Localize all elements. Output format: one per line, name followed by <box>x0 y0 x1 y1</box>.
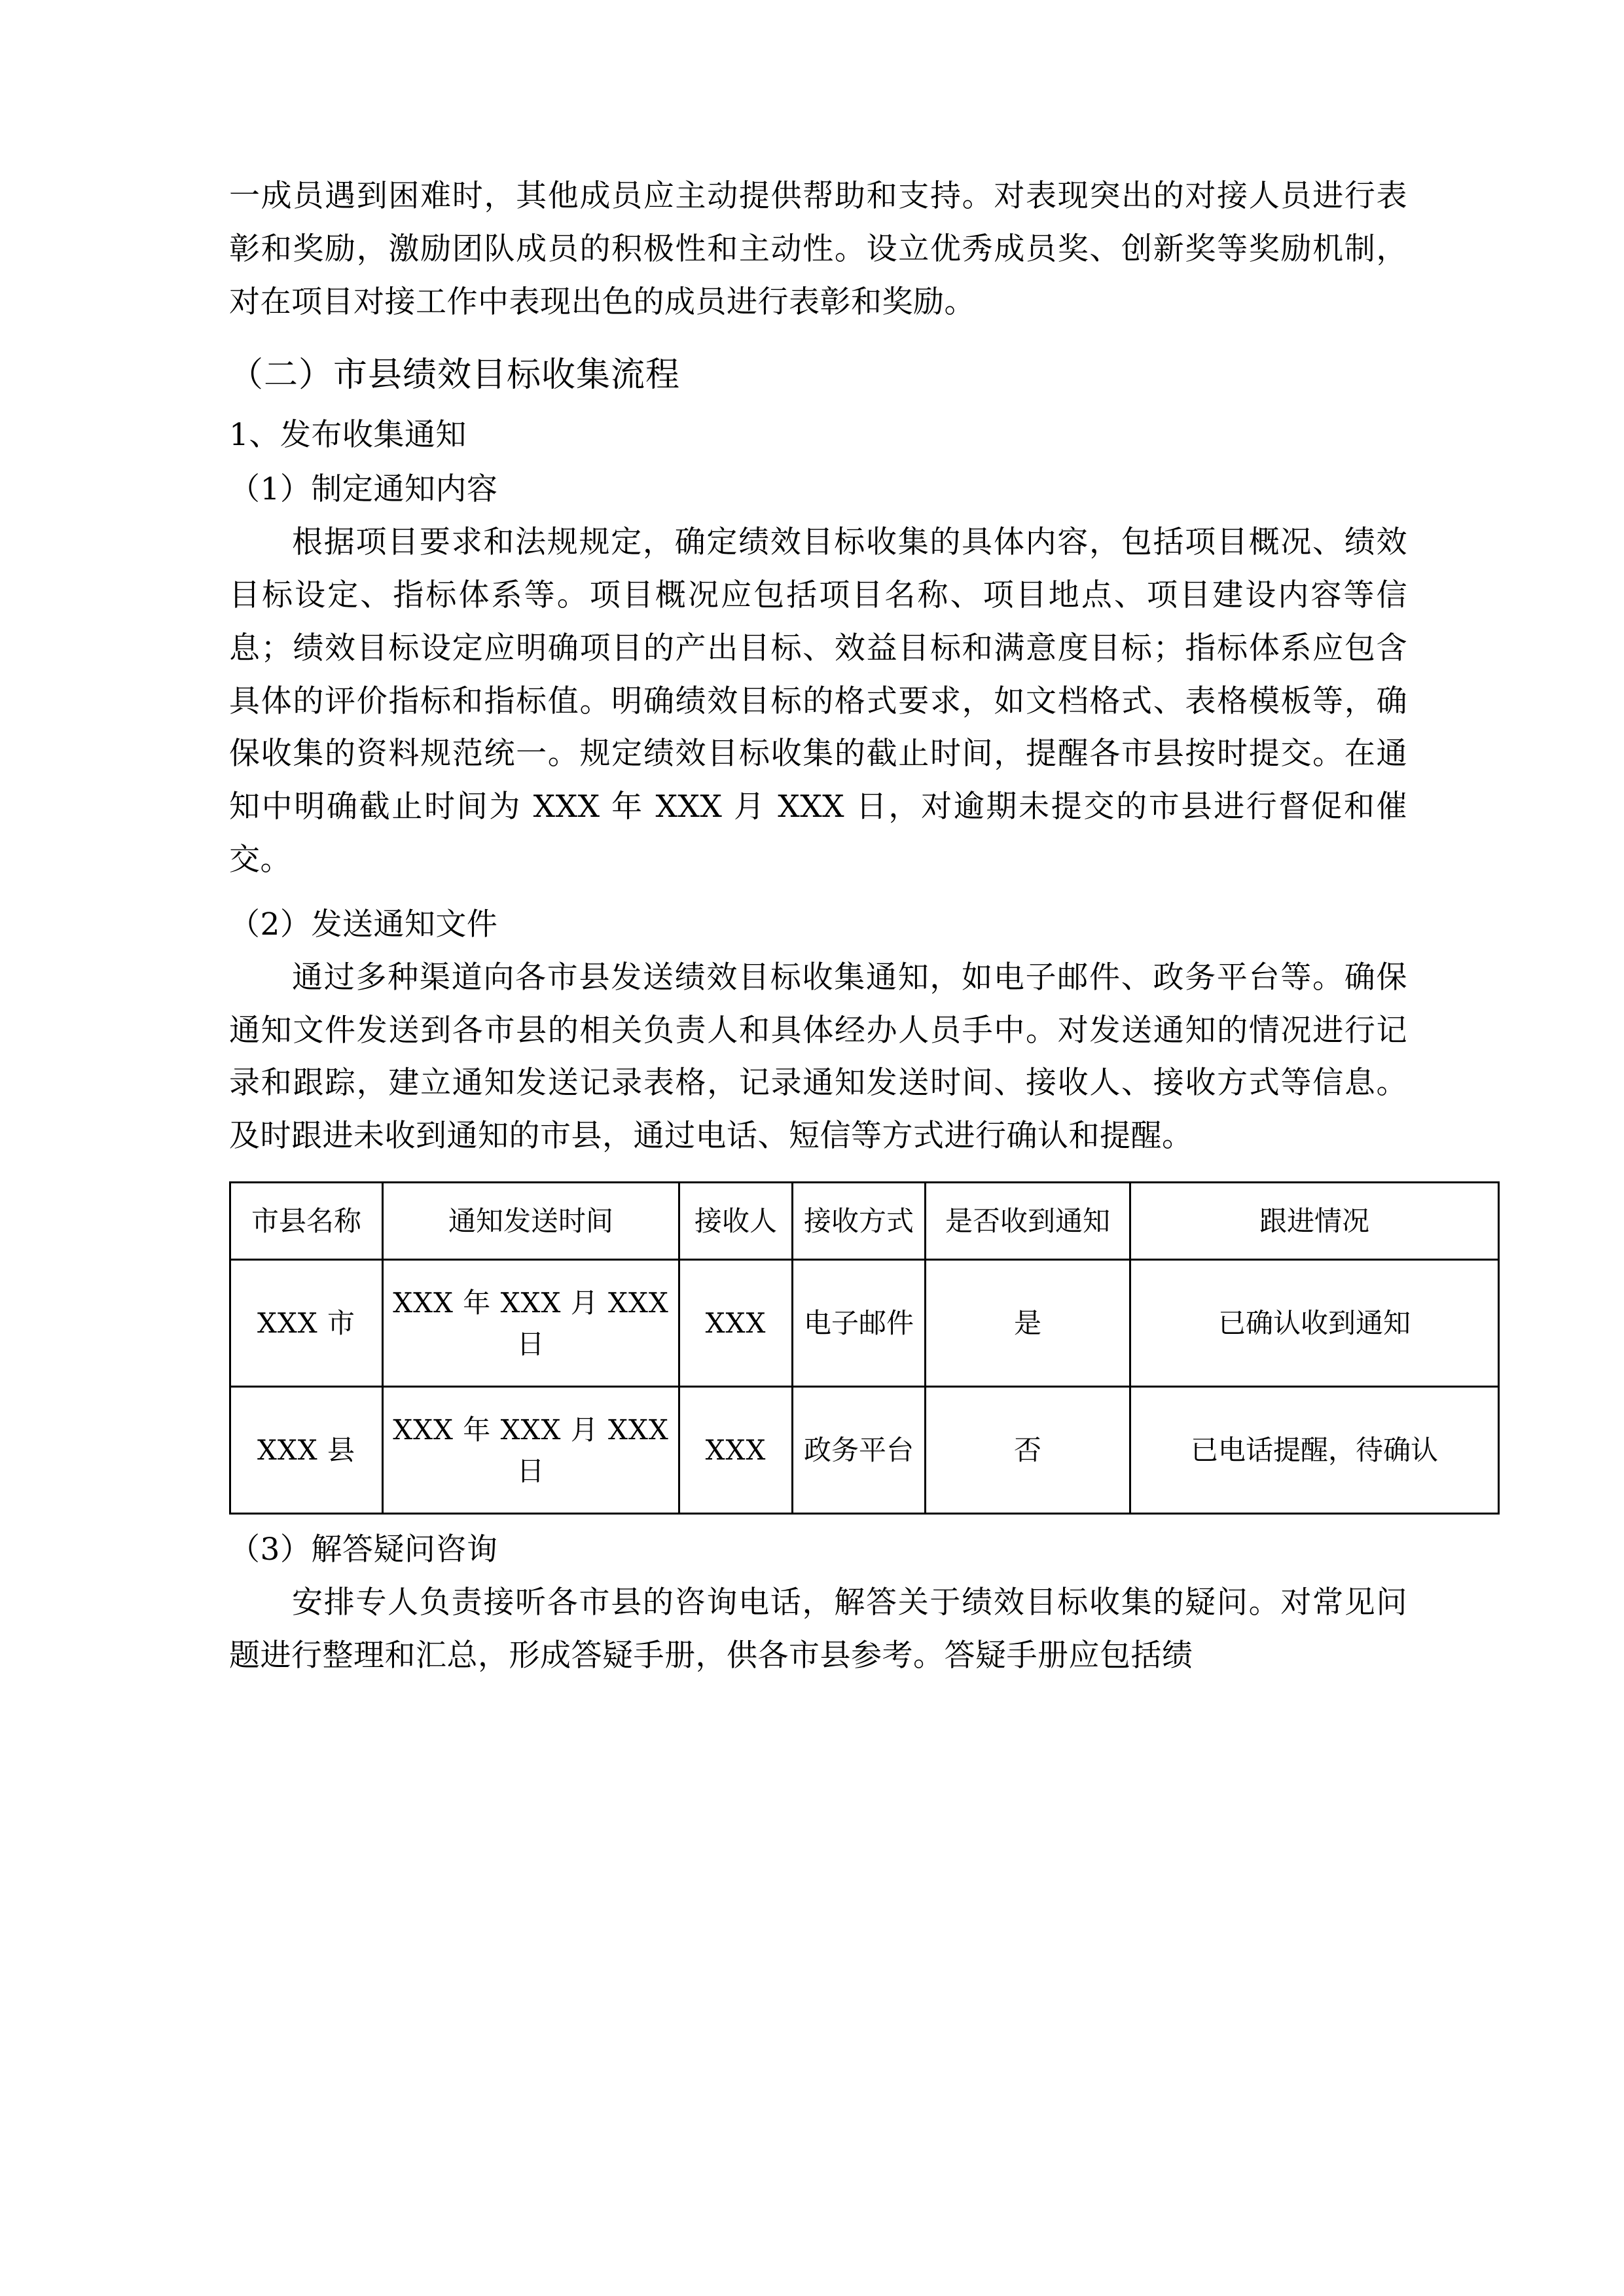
table-header-cell: 是否收到通知 <box>926 1183 1130 1260</box>
table-header-cell: 接收人 <box>679 1183 793 1260</box>
table-cell-send-time: XXX 年 XXX 月 XXX 日 <box>383 1387 679 1514</box>
table-row <box>230 1387 1499 1514</box>
paragraph-1-1: 根据项目要求和法规规定，确定绩效目标收集的具体内容，包括项目概况、绩效目标设定、指标体系等。项目概况应包括项目名称、项目地点、项目建设内容等信息；绩效目标设定应明确项目的产出目标、效益目标和满意度目标；指标体系应包含具体的评价指标和指标值。明确绩效目标的格式要求，如文档格式、表格模板等，确保收集的资料规范统一。规定绩效目标收集的截止时间，提醒各市县按时提交。在通知中明确截止时间为 XXX 年 XXX 月 XXX 日，对逾期未提交的市县进行督促和催交。 <box>229 524 1407 878</box>
table-header-cell: 跟进情况 <box>1130 1183 1499 1260</box>
notification-record-table <box>229 1181 1500 1515</box>
table-cell-name: XXX 县 <box>230 1387 383 1514</box>
list-item-1-1: （1）制定通知内容 <box>229 471 498 508</box>
list-item-1-3: （3）解答疑问咨询 <box>229 1532 498 1568</box>
paragraph-1-3: 安排专人负责接听各市县的咨询电话，解答关于绩效目标收集的疑问。对常见问题进行整理和汇总，形成答疑手册，供各市县参考。答疑手册应包括绩 <box>229 1584 1407 1674</box>
list-item-1-2: （2）发送通知文件 <box>229 906 498 942</box>
table-cell-followup: 已电话提醒，待确认 <box>1130 1387 1499 1514</box>
section-heading: （二）市县绩效目标收集流程 <box>229 355 681 395</box>
table-body <box>230 1260 1499 1514</box>
paragraph-intro: 一成员遇到困难时，其他成员应主动提供帮助和支持。对表现突出的对接人员进行表彰和奖励，激励团队成员的积极性和主动性。设立优秀成员奖、创新奖等奖励机制，对在项目对接工作中表现出色的成员进行表彰和奖励。 <box>229 178 1407 320</box>
table-cell-method: 政务平台 <box>793 1387 926 1514</box>
table-cell-receiver: XXX <box>679 1387 793 1514</box>
table-cell-followup: 已确认收到通知 <box>1130 1260 1499 1387</box>
table-header-cell: 通知发送时间 <box>383 1183 679 1260</box>
table-cell-send-time: XXX 年 XXX 月 XXX 日 <box>383 1260 679 1387</box>
table-header-cell: 市县名称 <box>230 1183 383 1260</box>
document-body <box>229 170 1438 1683</box>
paragraph-1-2: 通过多种渠道向各市县发送绩效目标收集通知，如电子邮件、政务平台等。确保通知文件发送到各市县的相关负责人和具体经办人员手中。对发送通知的情况进行记录和跟踪，建立通知发送记录表格，记录通知发送时间、接收人、接收方式等信息。及时跟进未收到通知的市县，通过电话、短信等方式进行确认和提醒。 <box>229 959 1407 1155</box>
table-cell-received: 否 <box>926 1387 1130 1514</box>
table-cell-receiver: XXX <box>679 1260 793 1387</box>
table-row <box>230 1260 1499 1387</box>
table-header-cell: 接收方式 <box>793 1183 926 1260</box>
table-header-row <box>230 1183 1499 1260</box>
list-item-1: 1、发布收集通知 <box>229 417 467 454</box>
table-cell-method: 电子邮件 <box>793 1260 926 1387</box>
table-cell-name: XXX 市 <box>230 1260 383 1387</box>
table-cell-received: 是 <box>926 1260 1130 1387</box>
